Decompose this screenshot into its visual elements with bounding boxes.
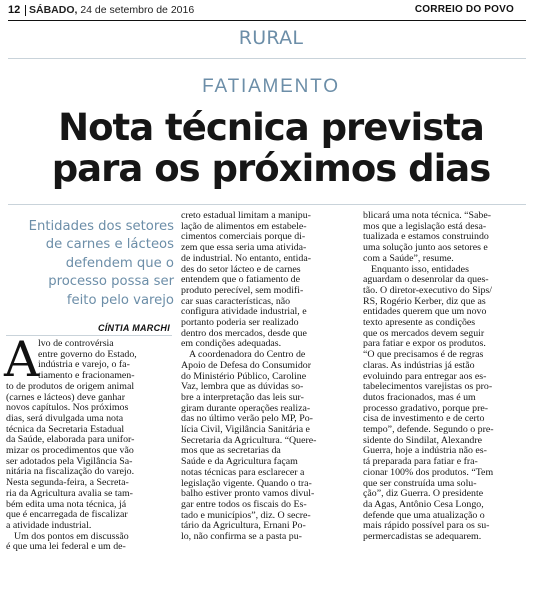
text-line: car suas características, não — [181, 295, 291, 307]
text-line: blicará uma nota técnica. “Sabe- — [363, 210, 492, 221]
text-line: que os mercados devem seguir — [363, 327, 485, 339]
text-line: tado e municípios”, diz. O secre- — [181, 509, 311, 521]
text-line: configura atividade industrial, e — [181, 306, 307, 318]
edition-day: SÁBADO, — [29, 4, 78, 16]
text-line: (carnes e lácteos) deve ganhar — [6, 391, 125, 403]
text-line: ção”, diz Guerra. O presidente — [363, 488, 484, 500]
text-line: portanto poderia ser realizado — [181, 317, 299, 329]
text-line: lícia Civil, Vigilância Sanitária e — [181, 424, 310, 436]
text-line: defende que uma atualização o — [363, 509, 485, 521]
byline: CÍNTIA MARCHI — [97, 323, 170, 333]
text-line: “O que precisamos é de regras — [363, 349, 484, 361]
text-line: tiamento e fracionamen- — [38, 370, 135, 382]
text-line: dentro dos mercados, desde que — [181, 327, 307, 339]
dropcap: A — [4, 331, 40, 388]
text-line: que é encarregada de fiscalizar — [6, 509, 128, 521]
text-line: giram durante operações realiza- — [181, 402, 311, 414]
text-line: zem que essa seria uma ativida- — [181, 242, 307, 254]
text-line: creto estadual limitam a manipu- — [181, 210, 311, 221]
text-line: entre governo do Estado, — [38, 348, 137, 360]
text-line: Um dos pontos em discussão — [14, 530, 129, 542]
text-line: Vaz, lembra que as dúvidas so- — [181, 381, 304, 393]
text-line: bre a interpretação das leis sur- — [181, 391, 304, 403]
text-line: dias, será divulgada uma nota — [6, 412, 124, 424]
text-line: dutos fracionados, mas é um — [363, 391, 476, 403]
article-deck — [6, 218, 174, 310]
text-line: to de produtos de origem animal — [6, 380, 135, 392]
page-header — [8, 4, 534, 20]
text-line: ser adotados pela Vigilância Sa- — [6, 455, 133, 467]
text-line: sidente do Sindilat, Alexandre — [363, 434, 483, 446]
text-line: cionar 100% dos produtos. “Tem — [363, 466, 494, 478]
text-line: entendem que o fatiamento de — [181, 274, 301, 286]
text-line: cisa de investimento e de certo — [363, 413, 485, 425]
text-line: mais rápido possível para os su- — [363, 520, 490, 532]
section-rule — [8, 58, 526, 59]
text-line: A coordenadora do Centro de — [189, 349, 306, 361]
text-line: da Saúde, elaborada para unifor- — [6, 434, 135, 446]
text-line: de carnes e lácteos — [45, 237, 174, 253]
text-line: Enquanto isso, entidades — [371, 263, 469, 275]
text-line: das no último verão pelo MP, Po- — [181, 413, 313, 425]
text-line: Nesta segunda-feira, a Secreta- — [6, 477, 129, 489]
text-line: uma solução junto aos setores e — [363, 242, 488, 254]
text-line: técnica da Secretaria Estadual — [6, 423, 125, 435]
headline-line-1: Nota técnica prevista — [58, 106, 484, 149]
text-line: processo gradativo, porque pre- — [363, 402, 489, 414]
text-line: cimentos comerciais porque di- — [181, 231, 306, 243]
text-line: que ser construída uma solu- — [363, 477, 477, 489]
headline-rule — [8, 204, 526, 205]
text-line: RS, Rogério Kerber, diz que as — [363, 295, 486, 307]
text-line: tabelecimentos varejistas os pro- — [363, 381, 493, 393]
text-line: com a Saúde”, resume. — [363, 252, 454, 264]
newspaper-masthead: CORREIO DO POVO — [414, 4, 514, 15]
text-line: tá preparada para fatiar e fra- — [363, 456, 478, 468]
text-line: para fatiar e expor os produtos. — [363, 338, 486, 350]
header-rule — [8, 20, 526, 21]
text-line: lo, não confirma se a pasta pu- — [181, 531, 302, 543]
text-line: de industrial. No entanto, entida- — [181, 252, 311, 264]
section-title: RURAL — [238, 27, 304, 49]
article-column-3 — [363, 211, 535, 543]
text-line: tário da Agricultura, Ernani Po- — [181, 520, 306, 532]
text-line: permercadistas se adequarem. — [363, 531, 482, 543]
text-line: mizar os procedimentos que vão — [6, 445, 134, 457]
text-line: indústria e varejo, o fa- — [38, 359, 130, 371]
text-line: processo possa ser — [48, 274, 174, 290]
text-line: Entidades dos setores — [28, 219, 174, 234]
text-line: feito pelo varejo — [66, 292, 174, 308]
text-line: Apoio de Defesa do Consumidor — [181, 359, 311, 371]
text-line: Guerra, hoje a indústria não es- — [363, 445, 487, 457]
article-kicker: FATIAMENTO — [202, 76, 340, 97]
text-line: novos capítulos. Nos próximos — [6, 402, 129, 414]
article-column-2 — [181, 211, 353, 543]
text-line: produto perecível, sem modifi- — [181, 284, 304, 296]
text-line: em condições adequadas. — [181, 338, 282, 350]
text-line: bém edita uma nota técnica, já — [6, 498, 127, 510]
text-line: tão. O diretor-executivo do Sips/ — [363, 284, 492, 296]
text-line: evoluindo para entregar aos es- — [363, 370, 487, 382]
text-line: Saúde e da Agricultura façam — [181, 456, 298, 468]
text-line: da Agas, Antônio Cesa Longo, — [363, 498, 484, 510]
text-line: tempo”, defende. Segundo o pre- — [363, 424, 494, 436]
article-column-1 — [4, 331, 172, 553]
headline-line-2: para os próximos dias — [51, 147, 491, 190]
edition-date — [29, 4, 194, 16]
text-line: claras. As indústrias já estão — [363, 359, 475, 371]
text-line: nitária na fiscalização do varejo. — [6, 466, 135, 478]
text-line: aguardam o desenrolar da ques- — [363, 274, 489, 286]
text-line: tualizada e estamos construindo — [363, 231, 489, 243]
text-line: Secretaria da Agricultura. “Quere- — [181, 434, 317, 446]
header-divider — [25, 5, 26, 16]
text-line: a atividade industrial. — [6, 519, 92, 531]
text-line: gar entre todos os fiscais do Es- — [181, 498, 307, 510]
text-line: mos que as secretarias da — [181, 445, 281, 457]
edition-date-text: 24 de setembro de 2016 — [77, 4, 195, 16]
text-line: defendem que o — [65, 255, 174, 271]
text-line: lvo de controvérsia — [38, 338, 114, 349]
text-line: texto apresente as condições — [363, 317, 476, 329]
text-line: balho estiver pronto vamos divul- — [181, 488, 315, 500]
text-line: legislação vigente. Quando o tra- — [181, 477, 312, 489]
text-line: notas técnicas para esclarecer a — [181, 466, 305, 478]
text-line: des do setor lácteo e de carnes — [181, 263, 301, 275]
text-line: ria da Agricultura avalia se tam- — [6, 487, 133, 499]
text-line: lação de alimentos em estabele- — [181, 220, 307, 232]
text-line: mos que a legislação está desa- — [363, 220, 487, 232]
page-number: 12 — [8, 4, 21, 16]
text-line: é que uma lei federal e um de- — [6, 541, 126, 553]
text-line: entidades querem que um novo — [363, 306, 487, 318]
text-line: do Ministério Público, Caroline — [181, 370, 307, 382]
